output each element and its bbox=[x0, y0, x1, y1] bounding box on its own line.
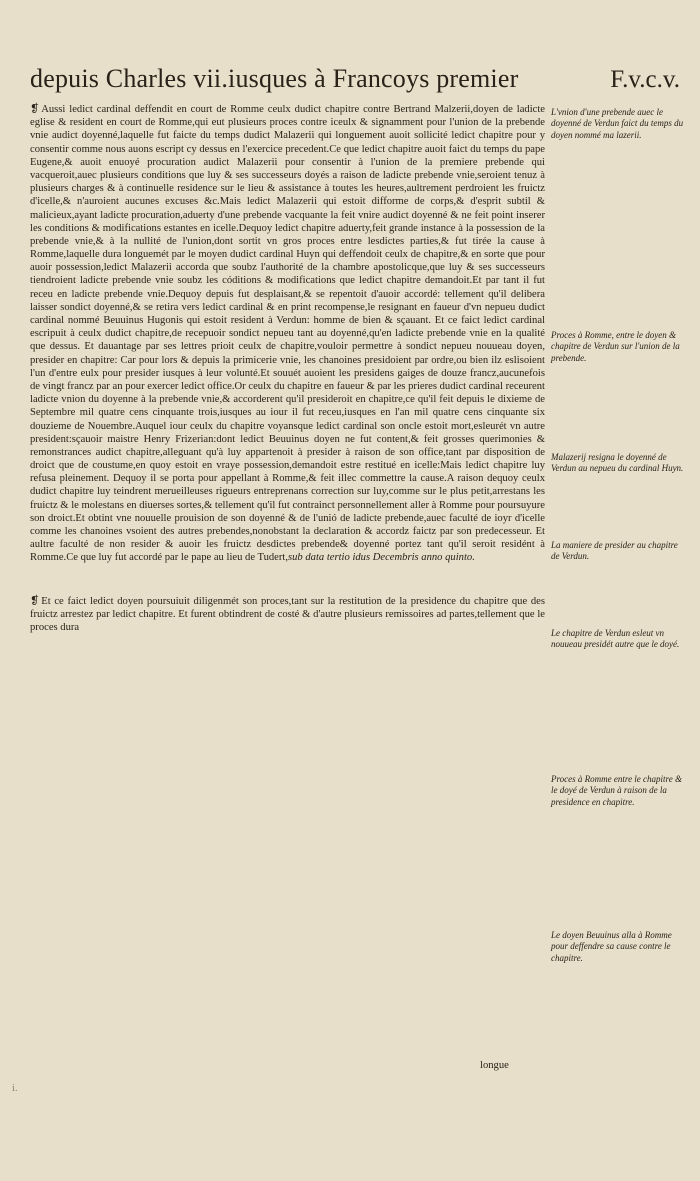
margin-note-4: La maniere de presider au chapitre de Verdun. bbox=[551, 540, 678, 562]
pilcrow-icon: ❡ bbox=[30, 594, 40, 607]
pilcrow-icon: ❡ bbox=[30, 103, 40, 115]
date-note: sub data tertio idus Decembris anno quinto. bbox=[288, 552, 475, 564]
paragraph-1 bbox=[30, 103, 545, 565]
margin-note-2: Proces à Romme, entre le doyen & chapitre de Verdun sur l'union de la prebende. bbox=[551, 330, 680, 363]
margin-note-5: Le chapitre de Verdun esleut vn nouueau presidét autre que le doyé. bbox=[551, 628, 680, 650]
page-header bbox=[30, 64, 680, 104]
main-text-column bbox=[30, 103, 545, 634]
page-mark: i. bbox=[12, 1084, 18, 1094]
paragraph-2 bbox=[30, 595, 545, 635]
margin-note-7: Le doyen Beuuinus alla à Romme pour deffendre sa cause contre le chapitre. bbox=[551, 930, 672, 963]
margin-note-6: Proces à Romme entre le chapitre & le doyé de Verdun à raison de la presidence en chapitre. bbox=[551, 774, 682, 807]
catchword: longue bbox=[480, 1060, 509, 1071]
paragraph-text: Et ce faict ledict doyen poursuiuit diligenmét son proces,tant sur la restitution de la presidence du chapitre que des fruictz arrestez par ledict chapitre. Et furent obtindrent de costé & d'autre plusieurs remissoires ad partes,tellement que le proces dura bbox=[30, 595, 545, 633]
running-title: depuis Charles vii.iusques à Francoys premier bbox=[30, 64, 519, 93]
margin-note-1: L'vnion d'une prebende auec le doyenné de Verdun faict du temps du doyen nommé ma lazerii. bbox=[551, 107, 684, 140]
paragraph-text: Aussi ledict cardinal deffendit en court de Romme ceulx dudict chapitre contre Bertrand Malzerii,doyen de ladicte eglise & resident en court de Romme,qui eut plusieurs proces contre iceulx & signamment pour l'union de la prebende vnie audict doyenné,laquelle fut faicte du temps dudict Malazerii qui longuement auoit sollicité ledict chapitre pour y consentir comme nous auons escript cy dessus en l'exercice precedent.Ce que ledict chapitre auoit faict du temps du pape Eugene,& auoit enuoyé procuration audict Malazerii pour consentir à l'union de la premiere prebende qui vacqueroit,auec plusieurs conditions que luy & ses successeurs doyés a raison de ladicte prebende vnie,seroient tenuz à plusieurs charges & à continuelle residence sur le lieu & assistance à toutes les heures,aultrement perdroient les fruictz d'icelle,& n'auroient aucunes excuses &c.Mais ledict Malazerii qui estoit difforme de corps,& d'esprit subtil & malicieux,ayant ladicte procuration,aduerty d'une prebende vacquante la feit vnire audict doyenné & ne feit point inserer les conditions & modifications estantes en icelle.Dequoy ledict chapitre aduerty,feit grande instance à la possession de la prebende vnie,& à la nullité de l'union,dont sortit vn gros proces entre lesdictes parties,& fut tirée la cause à Romme,laquelle dura longuemét par le moyen dudict cardinal Huyn qui deffendoit ceulx de chapitre,& en sorte que pour auoir possession,ledict Malazerii accorda que soubz l'authorité de la chambre apostolicque,que luy & ses successeurs tiendroient ladicte prebende vnie soubz les códitions & modifications que ledict chapitre demandoit.Et par tant il fut receu en ladicte prebende vnie.Dequoy depuis fut desplaisant,& se repentoit d'auoir accordé: tellement qu'il delibera laisser sondict doyenné,& se retira vers ledict cardinal & en print recompense,le resignant en faueur d'vn nepueu dudict cardinal nommé Beuuinus Hugonis qui estoit resident à Verdun: homme de bien & sçauant. Et ce faict ledict cardinal escripuit à ceulx dudict chapitre,de recepuoir sondict nepueu tant au doyenné,qu'en ladicte prebende vnie en la qualité que dessus. Et dauantage par ses lettres prioit ceulx de chapitre,vouloir permettre à sondict nepueu nouueau doyen, presider en chapitre: Car pour lors & depuis la primicerie vnie, les chanoines presidoient par ordre,ou bien ilz eslisoient l'un d'entre eulx pour presider iusques à leur volunté.Et souuét auoient les presidens gaiges de douze francz,aucunefois de vingt francz par an pour exercer ledict office.Or ceulx du chapitre en faueur & par les prieres dudict cardinal receurent ladicte vnion du doyenne à la prebende vnie,& accorderent qu'il presideroit en chapitre,ce qu'il feit depuis le dixieme de Septembre mil quatre cens cinquante trois,iusques au iour il fut receu,iusques en l'an mil quatre cens cinquante six douzieme de Nouembre.Auquel iour ceulx du chapitre voyansque ledict cardinal son oncle estoit mort,esleurét vn autre president:sçauoir maistre Henry Frizerian:dont ledict Beuuinus doyen ne fut content,& feit grosses querimonies & remonstrances audict chapitre,alleguant qu'à luy appartenoit à presider à raison de son office,tant par disposition de droict que de coustume,en quoy estoit en vraye possession,demandoit estre restitué en icelle:Mais ledict chapitre luy refusa pleinement. Dequoy il se porta pour appellant à Romme,& feit illec commettre la cause.A raison dequoy ceulx dudict chapitre luy teindrent merueilleuses rigueurs entreprenans correction sur luy,comme sur le plus petit,arrestans les fruictz & le molestans en diuerses sortes,& tellement qu'il fut contrainct personnellement aller à Romme pour poursuyure son droict.Et obtint vne nouuelle prouision de son doyenné & de l'unió de ladicte prebende,auec faculté de ioyr d'icelle comme les chanoines vsoient des autres prebendes,nonobstant la declaration & accordz faictz par son predecesseur. Et aultre faculté de non resider & auoir les fruictz desdictes prebende& doyenné portez tant qu'il seroit residént à Romme.Ce que luy fut accordé par le pape au lieu de Tudert, bbox=[30, 104, 545, 564]
margin-note-3: Malazerij resigna le doyenné de Verdun au nepueu du cardinal Huyn. bbox=[551, 452, 684, 474]
folio-number: F.v.c.v. bbox=[610, 66, 680, 93]
